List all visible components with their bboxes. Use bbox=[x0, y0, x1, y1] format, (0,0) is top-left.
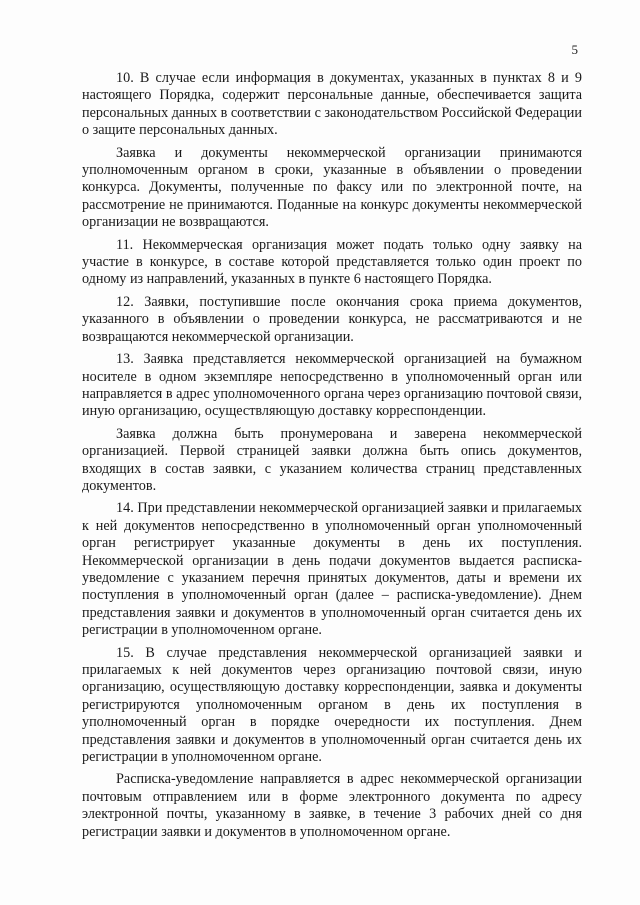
paragraph-15: 15. В случае представления некоммерческой организацией заявки и прилагаемых к ней документов через организацию почтовой связи, иную организацию, осуществляющую доставку корреспонденции, заявка и документы регистрируются уполномоченным органом в день их поступления в уполномоченный орган в порядке очередности их поступления. Днем представления заявки и документов в уполномоченный орган считается день их регистрации в уполномоченном органе. bbox=[82, 644, 582, 766]
paragraph-receipt-notice: Расписка-уведомление направляется в адрес некоммерческой организации почтовым отправлением или в форме электронного документа по адресу электронной почты, указанному в заявке, в течение 3 рабочих дней со дня регистрации заявки и документов в уполномоченном органе. bbox=[82, 771, 582, 840]
document-body bbox=[82, 70, 582, 846]
paragraph-10: 10. В случае если информация в документах, указанных в пунктах 8 и 9 настоящего Порядка, содержит персональные данные, обеспечивается защита персональных данных в соответствии с законодательством Российской Федерации о защите персональных данных. bbox=[82, 70, 582, 139]
paragraph-numbering: Заявка должна быть пронумерована и заверена некоммерческой организацией. Первой страницей заявки должна быть опись документов, входящих в состав заявки, с указанием количества страниц представленных документов. bbox=[82, 425, 582, 494]
paragraph-14: 14. При представлении некоммерческой организацией заявки и прилагаемых к ней документов непосредственно в уполномоченный орган уполномоченный орган регистрирует указанные документы в день их поступления. Некоммерческой организации в день подачи документов выдается расписка-уведомление с указанием перечня принятых документов, даты и времени их поступления в уполномоченный орган (далее – расписка-уведомление). Днем представления заявки и документов в уполномоченный орган считается день их регистрации в уполномоченном органе. bbox=[82, 500, 582, 639]
paragraph-12: 12. Заявки, поступившие после окончания срока приема документов, указанного в объявлении о проведении конкурса, не рассматриваются и не возвращаются некоммерческой организации. bbox=[82, 293, 582, 345]
paragraph-13: 13. Заявка представляется некоммерческой организацией на бумажном носителе в одном экземпляре непосредственно в уполномоченный орган или направляется в адрес уполномоченного органа через организацию почтовой связи, иную организацию, осуществляющую доставку корреспонденции. bbox=[82, 351, 582, 420]
paragraph-application-acceptance: Заявка и документы некоммерческой организации принимаются уполномоченным органом в сроки, указанные в объявлении о проведении конкурса. Документы, полученные по факсу или по электронной почте, на рассмотрение не принимаются. Поданные на конкурс документы некоммерческой организации не возвращаются. bbox=[82, 144, 582, 231]
paragraph-11: 11. Некоммерческая организация может подать только одну заявку на участие в конкурсе, в составе которой представляется только один проект по одному из направлений, указанных в пункте 6 настоящего Порядка. bbox=[82, 236, 582, 288]
page-number: 5 bbox=[571, 42, 578, 57]
